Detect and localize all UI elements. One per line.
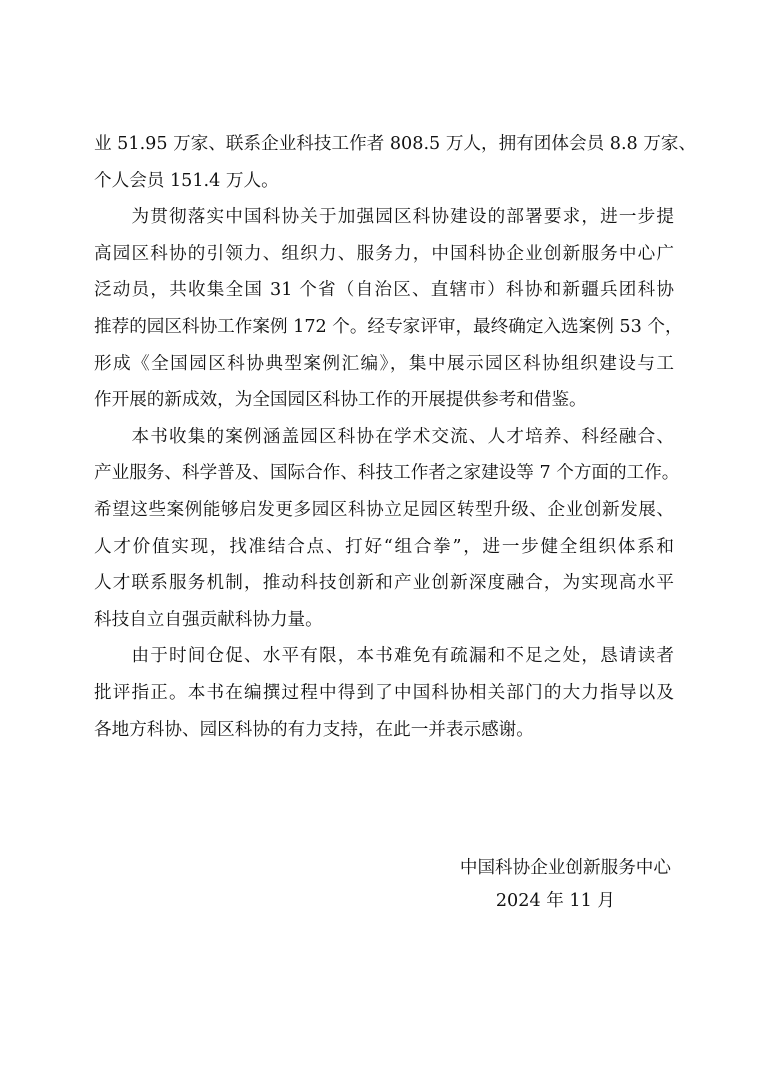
text-line: 批评指正。本书在编撰过程中得到了中国科协相关部门的大力指导以及	[94, 682, 674, 703]
text-line: 为贯彻落实中国科协关于加强园区科协建设的部署要求，进一步提	[94, 207, 674, 228]
text-line: 产业服务、科学普及、国际合作、科技工作者之家建设等 7 个方面的工作。	[94, 463, 680, 484]
text-line: 形成《全国园区科协典型案例汇编》，集中展示园区科协组织建设与工	[94, 353, 674, 374]
text-line: 人才价值实现，找准结合点、打好“组合拳”，进一步健全组织体系和	[94, 536, 674, 557]
paragraph-2	[94, 199, 683, 419]
body-text	[94, 126, 697, 748]
text-line: 个人会员 151.4 万人。	[94, 170, 279, 191]
text-line: 各地方科协、园区科协的有力支持，在此一并表示感谢。	[94, 719, 534, 740]
text-line: 推荐的园区科协工作案例 172 个。经专家评审，最终确定入选案例 53 个，	[94, 316, 683, 337]
signature-organization: 中国科协企业创新服务中心	[459, 858, 671, 878]
paragraph-4	[94, 638, 674, 748]
text-line: 科技自立自强贡献科协力量。	[94, 609, 323, 630]
signature-block	[460, 852, 671, 918]
text-line: 业 51.95 万家、联系企业科技工作者 808.5 万人，拥有团体会员 8.8 万家、	[94, 134, 697, 154]
text-line: 高园区科协的引领力、组织力、服务力，中国科协企业创新服务中心广	[94, 243, 674, 264]
text-line: 本书收集的案例涵盖园区科协在学术交流、人才培养、科经融合、	[94, 426, 674, 447]
text-line: 人才联系服务机制，推动科技创新和产业创新深度融合，为实现高水平	[94, 573, 674, 594]
text-line: 作开展的新成效，为全国园区科协工作的开展提供参考和借鉴。	[94, 390, 587, 411]
paragraph-1	[94, 126, 697, 199]
text-line: 希望这些案例能够启发更多园区科协立足园区转型升级、企业创新发展、	[94, 499, 674, 520]
text-line: 由于时间仓促、水平有限，本书难免有疏漏和不足之处，恳请读者	[94, 646, 674, 667]
signature-date: 2024 年 11 月	[495, 891, 615, 911]
text-line: 泛动员，共收集全国 31 个省（自治区、直辖市）科协和新疆兵团科协	[94, 280, 674, 301]
paragraph-3	[94, 419, 680, 639]
